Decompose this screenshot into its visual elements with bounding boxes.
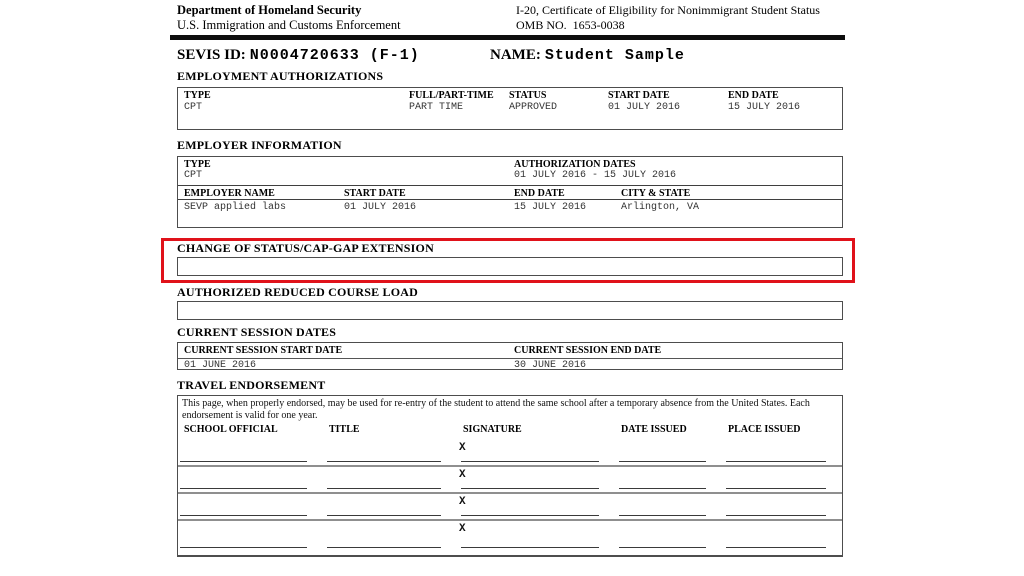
header-divider-bar xyxy=(170,35,845,40)
school-official-cell xyxy=(178,440,323,465)
field-value xyxy=(178,264,184,275)
column-header: END DATE xyxy=(728,90,779,101)
title-cell xyxy=(323,440,457,465)
travel-endorsement-header-row xyxy=(178,423,842,440)
column-header: SIGNATURE xyxy=(463,424,522,435)
student-identity-row xyxy=(177,46,843,64)
current-session-header-row xyxy=(178,343,842,359)
signature-cell xyxy=(457,467,615,492)
table-cell: 15 JULY 2016 xyxy=(514,202,587,213)
signature-line xyxy=(180,488,307,489)
signature-line xyxy=(726,547,826,548)
table-cell: 01 JULY 2016 xyxy=(344,202,417,213)
place-issued-cell xyxy=(722,521,842,551)
agency-header xyxy=(177,3,512,33)
signature-line xyxy=(461,488,599,489)
signature-line xyxy=(619,547,706,548)
signature-cell xyxy=(457,521,615,551)
column-header: CURRENT SESSION START DATE xyxy=(184,345,343,356)
column-header: FULL/PART-TIME xyxy=(409,90,494,101)
column-header: END DATE xyxy=(514,188,565,199)
column-header: CURRENT SESSION END DATE xyxy=(514,345,662,356)
table-cell: 30 JUNE 2016 xyxy=(514,360,587,371)
signature-line xyxy=(180,461,307,462)
column-header: STATUS xyxy=(509,90,547,101)
form-title: I-20, Certificate of Eligibility for Nonimmigrant Student Status xyxy=(516,3,820,17)
employer-type-header-row xyxy=(178,157,842,170)
school-official-cell xyxy=(178,521,323,551)
change-of-status-field xyxy=(177,257,843,276)
signature-row xyxy=(178,467,842,494)
table-cell: Arlington, VA xyxy=(621,202,700,213)
table-cell: CPT xyxy=(184,102,203,113)
date-issued-cell xyxy=(615,440,722,465)
column-header: TYPE xyxy=(184,90,211,101)
field-value xyxy=(178,308,184,319)
travel-endorsement-heading: TRAVEL ENDORSEMENT xyxy=(177,378,326,392)
table-cell: 01 JUNE 2016 xyxy=(184,360,257,371)
name-value: Student Sample xyxy=(544,47,685,64)
signature-line xyxy=(327,515,441,516)
agency-name: Department of Homeland Security xyxy=(177,3,362,17)
column-header: EMPLOYER NAME xyxy=(184,188,275,199)
name-group xyxy=(490,46,685,64)
date-issued-cell xyxy=(615,521,722,551)
table-cell: 01 JULY 2016 - 15 JULY 2016 xyxy=(514,170,677,181)
signature-line xyxy=(327,461,441,462)
column-header: START DATE xyxy=(608,90,670,101)
column-header: DATE ISSUED xyxy=(621,424,687,435)
signature-line xyxy=(461,547,599,548)
title-cell xyxy=(323,494,457,519)
employment-authorizations-heading: EMPLOYMENT AUTHORIZATIONS xyxy=(177,69,384,83)
signature-cell xyxy=(457,440,615,465)
sevis-id-label: SEVIS ID: xyxy=(177,47,246,63)
place-issued-cell xyxy=(722,494,842,519)
title-cell xyxy=(323,467,457,492)
travel-endorsement-table xyxy=(177,395,843,557)
signature-line xyxy=(180,547,307,548)
signature-line xyxy=(726,488,826,489)
sevis-id-value: N0004720633 (F-1) xyxy=(249,47,420,64)
column-header: START DATE xyxy=(344,188,406,199)
signature-line xyxy=(327,547,441,548)
employer-information-table xyxy=(177,156,843,228)
signature-x-mark: X xyxy=(459,442,466,454)
date-issued-cell xyxy=(615,467,722,492)
column-header: AUTHORIZATION DATES xyxy=(514,159,636,170)
signature-row xyxy=(178,521,842,551)
table-cell: PART TIME xyxy=(409,102,464,113)
column-header: TITLE xyxy=(329,424,360,435)
signature-line xyxy=(619,488,706,489)
signature-row xyxy=(178,494,842,521)
form-header xyxy=(516,3,861,33)
omb-number: OMB NO. 1653-0038 xyxy=(516,18,625,32)
signature-x-mark: X xyxy=(459,469,466,481)
title-cell xyxy=(323,521,457,551)
signature-row xyxy=(178,440,842,467)
signature-line xyxy=(726,515,826,516)
table-cell: 01 JULY 2016 xyxy=(608,102,681,113)
signature-line xyxy=(461,515,599,516)
signature-line xyxy=(619,515,706,516)
employment-auth-data-row xyxy=(178,102,842,113)
signature-line xyxy=(619,461,706,462)
table-cell: CPT xyxy=(184,170,203,181)
employer-information-heading: EMPLOYER INFORMATION xyxy=(177,138,342,152)
date-issued-cell xyxy=(615,494,722,519)
change-of-status-heading: CHANGE OF STATUS/CAP-GAP EXTENSION xyxy=(177,241,434,255)
current-session-table xyxy=(177,342,843,370)
school-official-cell xyxy=(178,467,323,492)
current-session-heading: CURRENT SESSION DATES xyxy=(177,325,337,339)
table-cell: APPROVED xyxy=(509,102,558,113)
travel-endorsement-note: This page, when properly endorsed, may be used for re-entry of the student to attend the same school after a temporary absence from the United States. Each endorsement is valid for one year. xyxy=(182,398,810,421)
table-cell: SEVP applied labs xyxy=(184,202,287,213)
current-session-data-row xyxy=(178,360,842,371)
signature-x-mark: X xyxy=(459,496,466,508)
employer-type-data-row xyxy=(178,170,842,185)
school-official-cell xyxy=(178,494,323,519)
reduced-course-load-field xyxy=(177,301,843,320)
employer-name-data-row xyxy=(178,202,842,213)
column-header: TYPE xyxy=(184,159,211,170)
signature-cell xyxy=(457,494,615,519)
column-header: CITY & STATE xyxy=(621,188,691,199)
place-issued-cell xyxy=(722,440,842,465)
signature-line xyxy=(726,461,826,462)
employer-name-header-row xyxy=(178,185,842,200)
signature-x-mark: X xyxy=(459,523,466,535)
employment-auth-header-row xyxy=(178,88,842,101)
reduced-course-load-heading: AUTHORIZED REDUCED COURSE LOAD xyxy=(177,285,419,299)
signature-line xyxy=(180,515,307,516)
signature-line xyxy=(461,461,599,462)
table-cell: 15 JULY 2016 xyxy=(728,102,801,113)
name-label: NAME: xyxy=(490,47,541,63)
employment-authorizations-table xyxy=(177,87,843,130)
place-issued-cell xyxy=(722,467,842,492)
signature-line xyxy=(327,488,441,489)
column-header: PLACE ISSUED xyxy=(728,424,801,435)
column-header: SCHOOL OFFICIAL xyxy=(184,424,278,435)
agency-subname: U.S. Immigration and Customs Enforcement xyxy=(177,18,401,32)
